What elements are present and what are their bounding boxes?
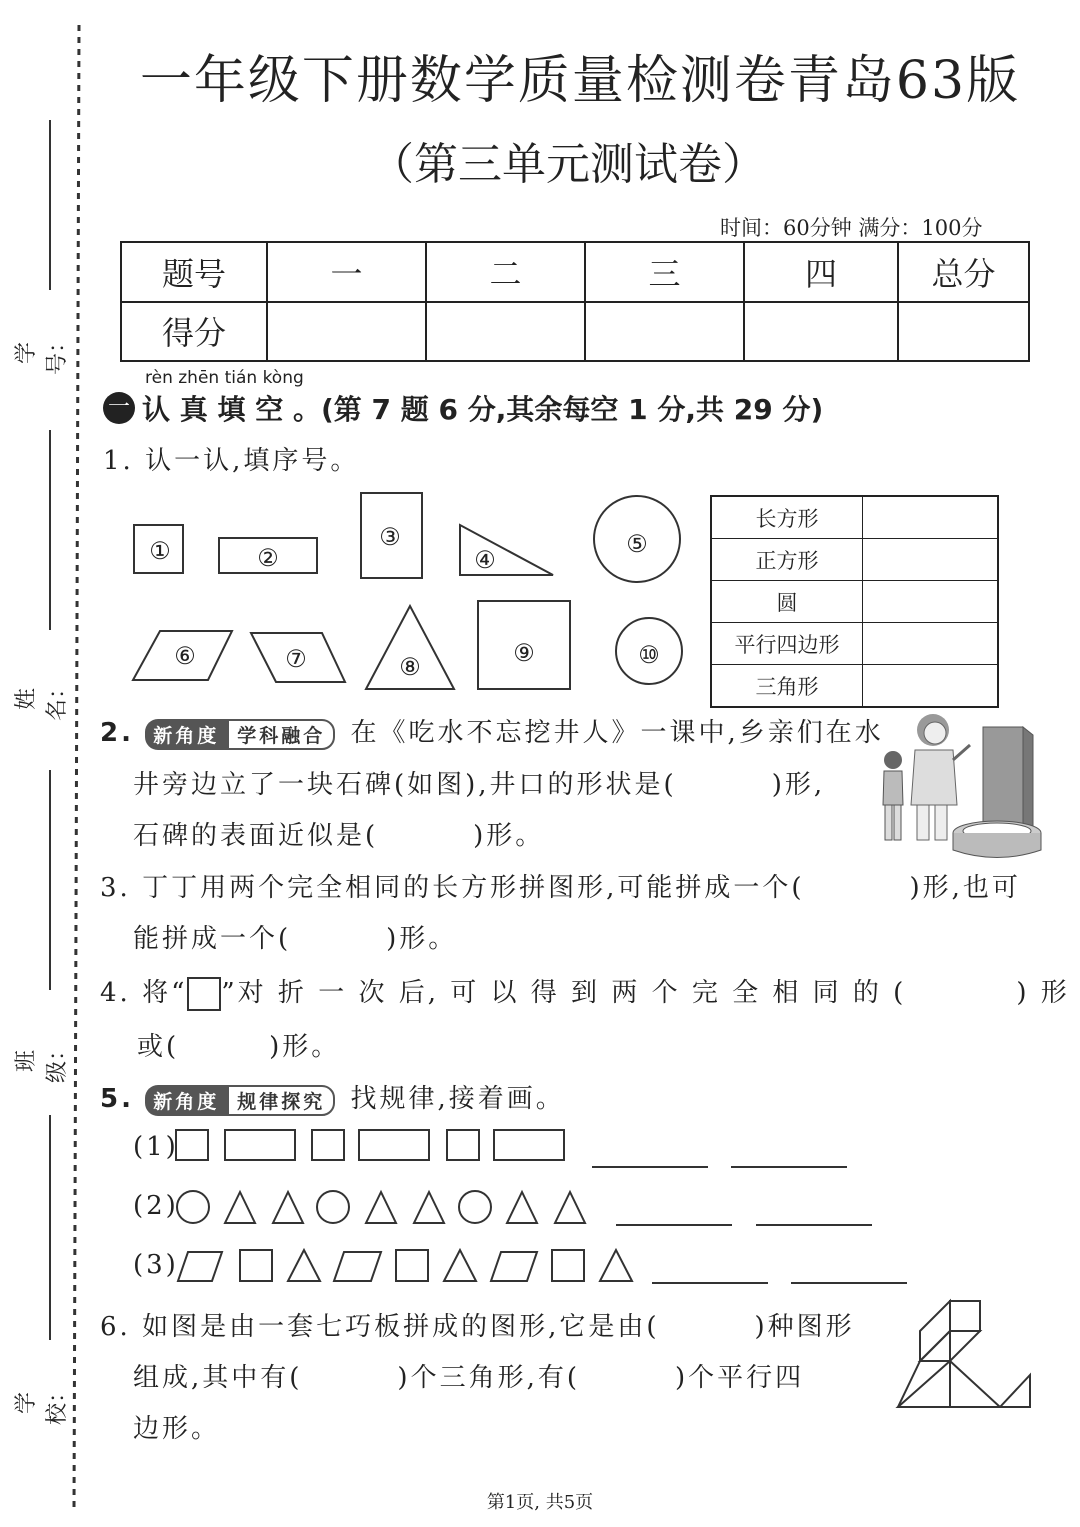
q1-shapes — [120, 485, 700, 700]
pattern-rectangle — [225, 1130, 295, 1160]
section-pinyin: rèn zhēn tián kòng — [145, 368, 304, 388]
page-footer: 第1页, 共5页 — [486, 1492, 594, 1513]
q4-text1c: ) 形 — [1016, 978, 1070, 1008]
pattern-triangle — [507, 1192, 537, 1223]
pattern-square — [312, 1130, 344, 1160]
shape-label: ⑤ — [626, 530, 648, 558]
score-header-row — [121, 242, 1029, 302]
student-id-label: 学号： — [14, 331, 70, 376]
tangram-large-triangle — [898, 1361, 950, 1407]
pattern-circle — [177, 1191, 209, 1223]
score-cell[interactable] — [898, 302, 1029, 362]
tangram-large-triangle — [950, 1361, 1000, 1407]
tangram-medium-triangle — [920, 1331, 950, 1361]
q5-text: 找规律,接着画。 — [350, 1084, 565, 1114]
pattern-triangle — [600, 1250, 632, 1281]
tangram-figure — [890, 1295, 1040, 1415]
q6-text1a: 6. 如图是由一套七巧板拼成的图形,它是由( — [100, 1312, 660, 1342]
q6-line3: 边形。 — [133, 1414, 221, 1444]
score-header-cell: 总分 — [898, 242, 1029, 302]
q4-text1b: ”对 折 一 次 后, 可 以 得 到 两 个 完 全 相 同 的 ( — [221, 978, 907, 1008]
page-title: 一年级下册数学质量检测卷青岛63版 — [139, 51, 1021, 111]
section-title: 认 真 填 空 。(第 7 题 6 分,其余每空 1 分,共 29 分) — [142, 393, 824, 426]
q5-line1 — [100, 1078, 565, 1116]
q4-line1 — [100, 972, 1070, 1011]
class-label: 班级： — [14, 1039, 70, 1084]
answer-cell[interactable] — [863, 623, 999, 665]
tangram-small-triangle — [950, 1331, 980, 1361]
q5-sub3-label: (3) — [133, 1250, 179, 1280]
q3-text1a: 3. 丁丁用两个完全相同的长方形拼图形,可能拼成一个( — [100, 873, 805, 903]
q6-line1 — [100, 1306, 855, 1343]
shape-name: 三角形 — [711, 665, 863, 708]
q3-text1b: )形,也可 — [909, 873, 1021, 903]
q2-text2a: 井旁边立了一块石碑(如图),井口的形状是( — [133, 770, 677, 800]
shape-label: ③ — [379, 523, 401, 551]
time-info: 时间：60分钟 满分：100分 — [720, 216, 983, 240]
pattern-parallelogram — [334, 1252, 381, 1281]
pattern-rectangle — [494, 1130, 564, 1160]
q2-text1: 在《吃水不忘挖井人》一课中,乡亲们在水 — [350, 718, 884, 748]
shape-name: 长方形 — [711, 496, 863, 539]
shape-name: 平行四边形 — [711, 623, 863, 665]
pattern-triangle — [225, 1192, 255, 1223]
tag-light: 规律探究 — [227, 1085, 335, 1116]
q3-line1 — [100, 867, 1021, 904]
pattern-triangle — [366, 1192, 396, 1223]
well-stele-illustration — [875, 705, 1055, 865]
q3-text2a: 能拼成一个( — [133, 924, 292, 954]
q1-prompt: 1. 认一认,填序号。 — [103, 446, 360, 476]
score-header-cell: 二 — [426, 242, 585, 302]
pattern-triangle — [444, 1250, 476, 1281]
q3-line2 — [133, 918, 457, 955]
q2-line3 — [133, 815, 544, 852]
shape-label: ⑥ — [174, 642, 196, 670]
pattern-circle — [459, 1191, 491, 1223]
q2-line1 — [100, 712, 884, 750]
binding-margin — [0, 0, 100, 1527]
q6-text2c: )个平行四 — [674, 1363, 805, 1393]
q4-text1a: 4. 将“ — [100, 978, 188, 1008]
shape-name: 正方形 — [711, 539, 863, 581]
pattern-triangle — [273, 1192, 303, 1223]
q2-text2b: )形, — [771, 770, 826, 800]
section-bullet: 一 — [103, 392, 135, 424]
q2-text3b: )形。 — [473, 821, 545, 851]
pattern-parallelogram — [491, 1252, 537, 1281]
score-cell[interactable] — [585, 302, 744, 362]
tangram-square — [950, 1301, 980, 1331]
shape-label: ⑨ — [513, 639, 535, 667]
shape-name: 圆 — [711, 581, 863, 623]
answer-row — [711, 581, 998, 623]
answer-cell[interactable] — [863, 496, 999, 539]
tag-light: 学科融合 — [227, 719, 335, 750]
q4-text2a: 或( — [137, 1032, 180, 1062]
q5-sub1-label: (1) — [133, 1132, 179, 1162]
q4-line2 — [137, 1026, 340, 1063]
q6-text2a: 组成,其中有( — [133, 1363, 303, 1393]
score-table — [120, 241, 1030, 362]
name-label: 姓名： — [14, 677, 70, 722]
q4-text2b: )形。 — [269, 1032, 341, 1062]
answer-row — [711, 496, 998, 539]
shape-label: ② — [257, 544, 279, 572]
tangram-small-triangle — [1000, 1375, 1030, 1407]
shape-label: ⑧ — [399, 653, 421, 681]
score-row — [121, 302, 1029, 362]
q3-text2b: )形。 — [386, 924, 458, 954]
pattern-square — [176, 1130, 208, 1160]
school-label: 学校： — [14, 1381, 70, 1426]
small-square-icon — [187, 977, 221, 1011]
q5-patterns — [170, 1120, 920, 1295]
pattern-square — [552, 1250, 584, 1281]
pattern-square — [240, 1250, 272, 1281]
new-angle-tag — [145, 719, 335, 750]
tangram-parallelogram — [920, 1301, 950, 1361]
score-header-cell: 题号 — [121, 242, 267, 302]
q5-number: 5. — [100, 1084, 134, 1114]
q1-answer-table — [710, 495, 999, 708]
score-header-cell: 三 — [585, 242, 744, 302]
answer-cell[interactable] — [863, 539, 999, 581]
q6-text1b: )种图形 — [754, 1312, 855, 1342]
q2-text3a: 石碑的表面近似是( — [133, 821, 379, 851]
shape-label: ④ — [474, 546, 496, 574]
pattern-rectangle — [359, 1130, 429, 1160]
q6-line2 — [133, 1357, 804, 1394]
q5-sub2-label: (2) — [133, 1191, 179, 1221]
score-header-cell: 一 — [267, 242, 426, 302]
page-subtitle: （第三单元测试卷） — [370, 139, 766, 190]
tag-dark: 新角度 — [145, 1085, 227, 1116]
pattern-triangle — [414, 1192, 444, 1223]
pattern-square — [396, 1250, 428, 1281]
answer-row — [711, 665, 998, 708]
q2-line2 — [133, 764, 825, 801]
score-header-cell: 四 — [744, 242, 898, 302]
q2-number: 2. — [100, 718, 134, 748]
score-cell[interactable] — [267, 302, 426, 362]
answer-cell[interactable] — [863, 581, 999, 623]
answer-row — [711, 539, 998, 581]
pattern-square — [447, 1130, 479, 1160]
score-cell[interactable] — [426, 302, 585, 362]
pattern-triangle — [555, 1192, 585, 1223]
q6-text2b: )个三角形,有( — [397, 1363, 580, 1393]
shape-label: ① — [149, 537, 171, 565]
score-cell[interactable] — [744, 302, 898, 362]
tag-dark: 新角度 — [145, 719, 227, 750]
pattern-parallelogram — [178, 1252, 222, 1281]
shape-label: ⑩ — [638, 641, 660, 669]
score-row-label: 得分 — [121, 302, 267, 362]
pattern-triangle — [288, 1250, 320, 1281]
answer-cell[interactable] — [863, 665, 999, 708]
shape-label: ⑦ — [285, 645, 307, 673]
pattern-circle — [317, 1191, 349, 1223]
new-angle-tag — [145, 1085, 335, 1116]
answer-row — [711, 623, 998, 665]
